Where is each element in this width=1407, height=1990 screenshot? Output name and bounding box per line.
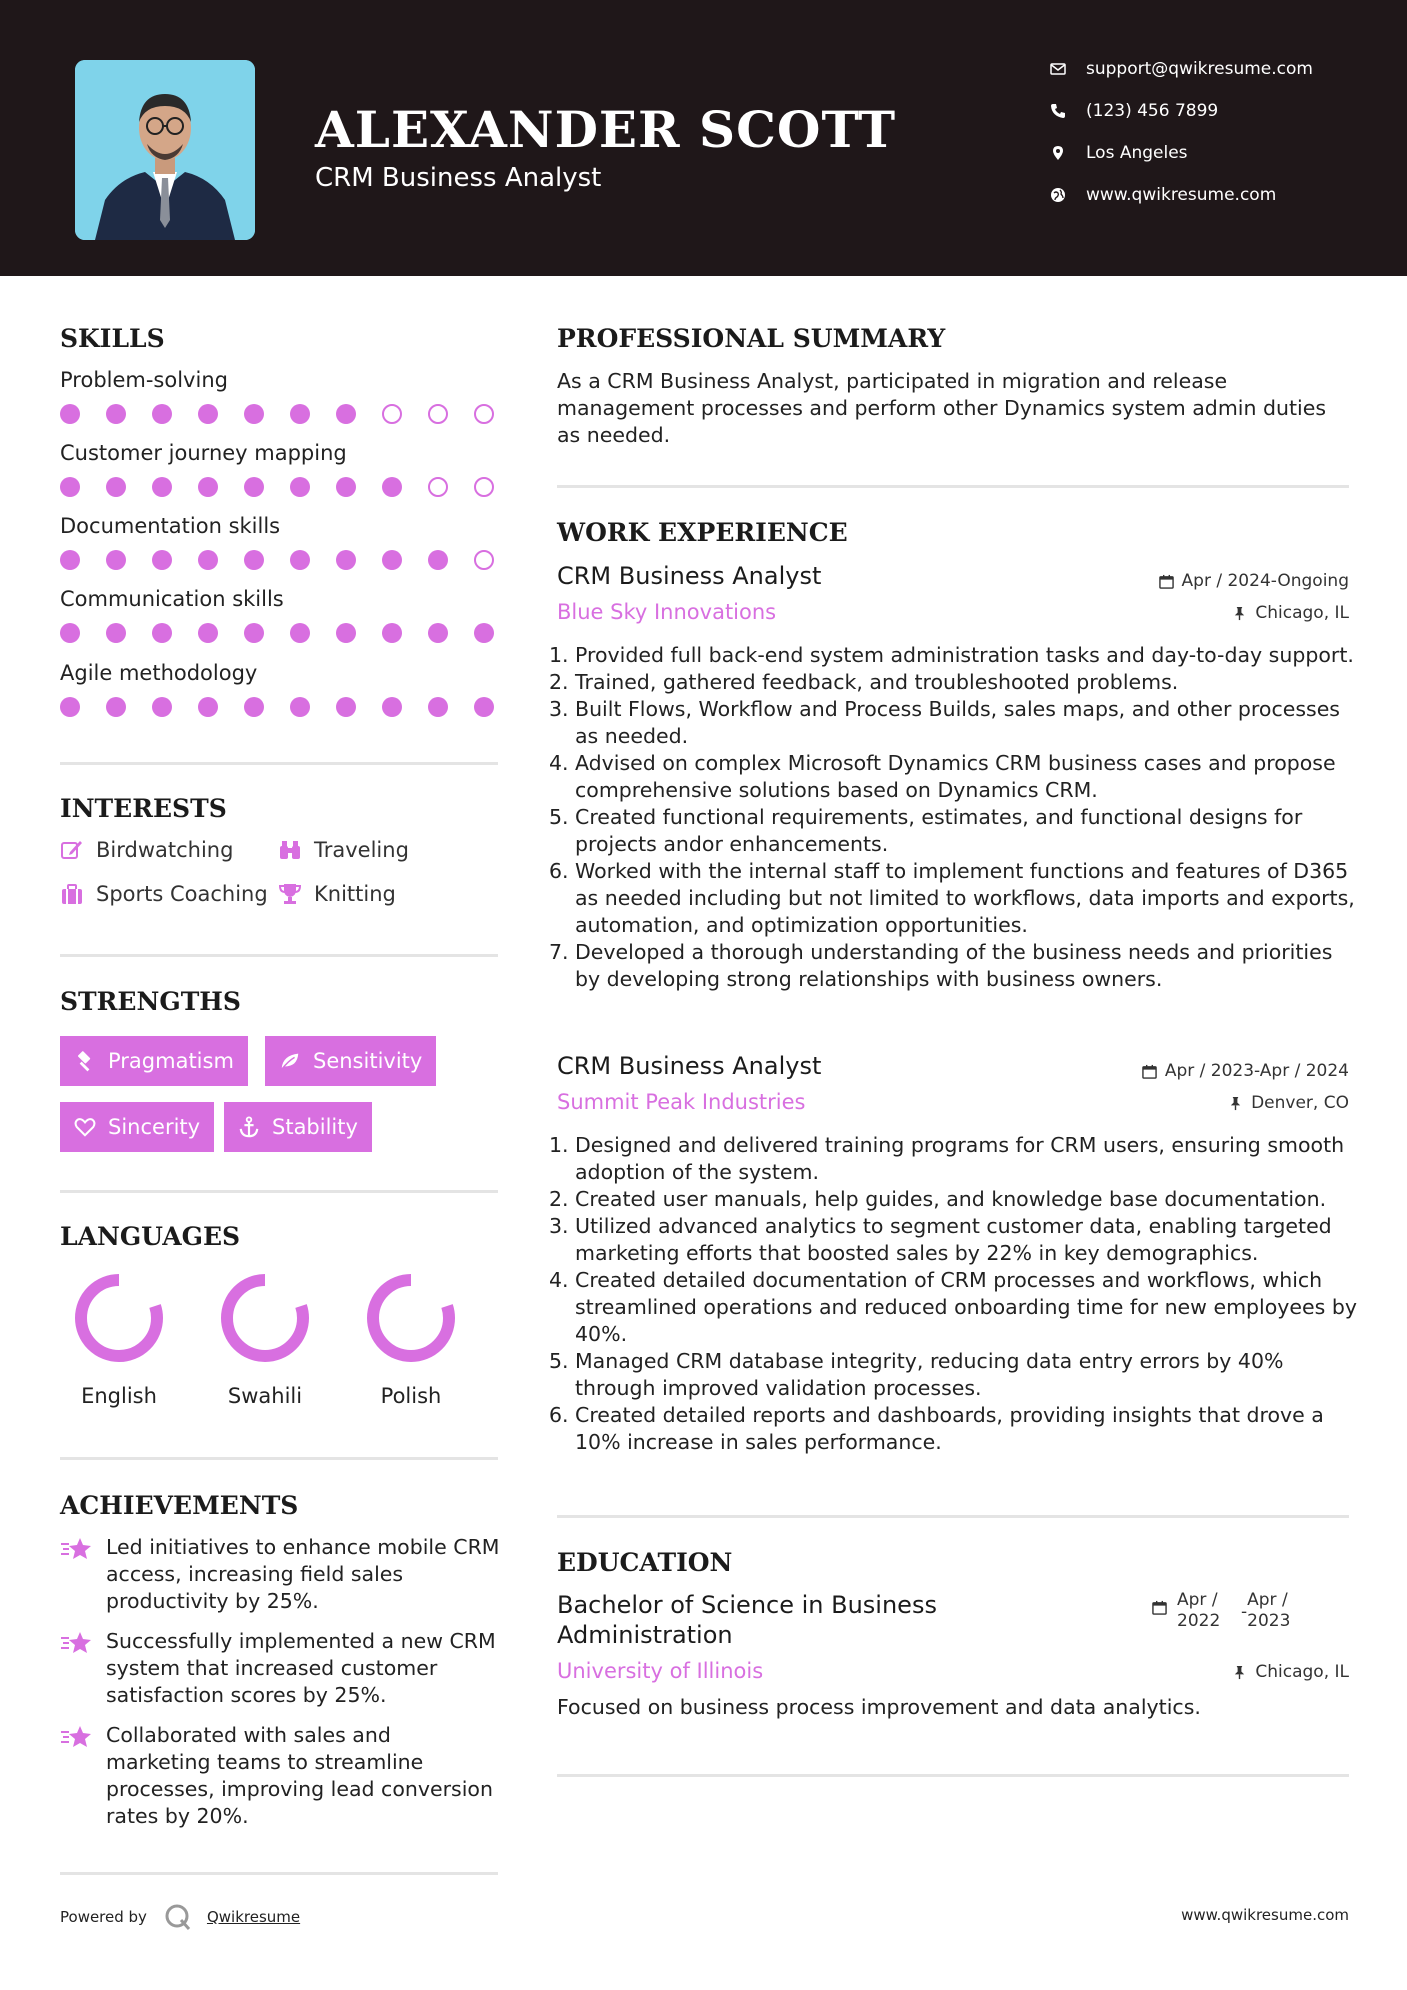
skill-dot <box>336 697 356 717</box>
achievement-item <box>60 1628 500 1709</box>
job-location-text: Denver, CO <box>1251 1093 1349 1113</box>
company-name: Summit Peak Industries <box>557 1090 806 1114</box>
job-bullets <box>557 642 1357 993</box>
education-location <box>1232 1662 1349 1682</box>
language-label: Polish <box>380 1384 442 1408</box>
interest-label: Sports Coaching <box>96 882 268 906</box>
skill-dot <box>428 477 448 497</box>
skill-dot <box>198 404 218 424</box>
strength-tag <box>60 1102 214 1152</box>
pushpin-icon <box>1228 1096 1243 1111</box>
skill-dot <box>106 550 126 570</box>
strength-tag <box>265 1036 436 1086</box>
strength-label: Stability <box>272 1115 358 1139</box>
skill-dot <box>382 697 402 717</box>
skill-item <box>60 441 500 497</box>
languages-heading: LANGUAGES <box>60 1222 241 1251</box>
footer-powered-by <box>60 1902 300 1932</box>
achievement-item <box>60 1534 500 1615</box>
job-location <box>1232 603 1349 623</box>
strength-label: Pragmatism <box>108 1049 234 1073</box>
experience-heading: WORK EXPERIENCE <box>557 518 848 547</box>
skill-dot <box>428 404 448 424</box>
strengths-heading: STRENGTHS <box>60 987 241 1016</box>
skill-dot <box>198 697 218 717</box>
skill-dot <box>336 550 356 570</box>
job-bullet: Created functional requirements, estimates, and functional designs for projects andor enhancements. <box>575 805 1303 856</box>
job-bullets <box>557 1132 1357 1456</box>
divider <box>557 1515 1349 1518</box>
contact-website[interactable] <box>1050 185 1390 205</box>
skill-name: Customer journey mapping <box>60 441 347 465</box>
education-date-start: Apr / 2022 <box>1177 1590 1221 1631</box>
skill-dot <box>60 477 80 497</box>
education-dates <box>1152 1590 1291 1632</box>
interest-item <box>60 882 268 906</box>
skill-dot <box>106 477 126 497</box>
job-bullet: Created detailed reports and dashboards, providing insights that drove a 10% increase in sales performance. <box>575 1403 1324 1454</box>
language-label: English <box>81 1384 157 1408</box>
company-name: Blue Sky Innovations <box>557 600 777 624</box>
anchor-icon <box>238 1116 260 1138</box>
globe-icon <box>1050 187 1066 203</box>
language-item <box>46 1270 192 1408</box>
skill-dot <box>152 404 172 424</box>
skill-rating <box>60 623 500 643</box>
divider <box>60 954 498 957</box>
skill-name: Problem-solving <box>60 368 228 392</box>
skill-dot <box>290 550 310 570</box>
language-gauge <box>217 1270 313 1366</box>
skill-rating <box>60 404 500 424</box>
education-location-text: Chicago, IL <box>1255 1662 1349 1682</box>
language-label: Swahili <box>227 1384 303 1408</box>
language-gauge <box>363 1270 459 1366</box>
job-bullet: Developed a thorough understanding of the business needs and priorities by developing strong relationships with business owners. <box>575 940 1333 991</box>
job-dates-text: Apr / 2023-Apr / 2024 <box>1164 1061 1349 1081</box>
job-dates <box>1159 571 1349 591</box>
language-gauge <box>71 1270 167 1366</box>
divider <box>60 1190 498 1193</box>
achievements-heading: ACHIEVEMENTS <box>60 1491 299 1520</box>
education-date-sep: - <box>1241 1602 1248 1622</box>
skill-dot <box>474 623 494 643</box>
skill-dot <box>198 477 218 497</box>
phone-icon <box>1050 103 1066 119</box>
skill-dot <box>474 404 494 424</box>
skill-dot <box>106 404 126 424</box>
contact-email-text: support@qwikresume.com <box>1086 59 1313 79</box>
interest-label: Traveling <box>314 838 409 862</box>
school-name: University of Illinois <box>557 1659 764 1683</box>
skill-dot <box>60 697 80 717</box>
pushpin-icon <box>1232 1665 1247 1680</box>
job-bullet: Trained, gathered feedback, and troubleshooted problems. <box>575 670 1179 694</box>
achievement-text: Led initiatives to enhance mobile CRM access, increasing field sales productivity by 25%. <box>106 1535 500 1613</box>
pencil-square-icon <box>60 838 84 862</box>
skills-heading: SKILLS <box>60 324 165 353</box>
map-marker-icon <box>1050 145 1066 161</box>
language-gauge-arc <box>227 1280 303 1356</box>
contact-location <box>1050 143 1390 163</box>
contact-website-text: www.qwikresume.com <box>1086 185 1277 205</box>
qwikresume-logo-icon <box>163 1902 193 1932</box>
contact-phone-text: (123) 456 7899 <box>1086 101 1219 121</box>
strength-tag <box>60 1036 248 1086</box>
skill-dot <box>244 697 264 717</box>
job-bullet: Created user manuals, help guides, and knowledge base documentation. <box>575 1187 1327 1211</box>
skill-dot <box>474 550 494 570</box>
job-bullet: Created detailed documentation of CRM processes and workflows, which streamlined operations and reduced onboarding time for new employees by 40%. <box>575 1268 1357 1346</box>
contact-phone[interactable] <box>1050 101 1390 121</box>
skill-dot <box>336 404 356 424</box>
trophy-icon <box>278 882 302 906</box>
skill-dot <box>428 697 448 717</box>
shooting-star-icon <box>60 1536 92 1562</box>
resume-header <box>0 0 1407 276</box>
calendar-icon <box>1152 1600 1167 1615</box>
education-description: Focused on business process improvement and data analytics. <box>557 1695 1201 1719</box>
skill-dot <box>106 623 126 643</box>
skill-dot <box>152 623 172 643</box>
strength-label: Sincerity <box>108 1115 201 1139</box>
skill-dot <box>152 697 172 717</box>
binoculars-icon <box>278 838 302 862</box>
summary-text: As a CRM Business Analyst, participated in migration and release management processes and perform other Dynamics system admin duties as needed. <box>557 369 1327 447</box>
brand-link[interactable]: Qwikresume <box>206 1908 301 1926</box>
job-bullet: Built Flows, Workflow and Process Builds, sales maps, and other processes as needed. <box>575 697 1340 748</box>
job-bullet: Advised on complex Microsoft Dynamics CRM business cases and propose comprehensive solutions based on Dynamics CRM. <box>575 751 1336 802</box>
divider <box>557 485 1349 488</box>
skill-dot <box>244 477 264 497</box>
language-gauge-arc <box>81 1280 157 1356</box>
skill-dot <box>336 477 356 497</box>
skill-dot <box>290 623 310 643</box>
skill-dot <box>60 623 80 643</box>
skill-dot <box>244 623 264 643</box>
skill-item <box>60 587 500 643</box>
strength-tag <box>224 1102 372 1152</box>
skill-name: Documentation skills <box>60 514 281 538</box>
language-item <box>338 1270 484 1408</box>
skill-dot <box>382 623 402 643</box>
skill-dot <box>290 697 310 717</box>
job-location <box>1228 1093 1349 1113</box>
skill-dot <box>382 550 402 570</box>
calendar-icon <box>1159 574 1174 589</box>
skill-dot <box>474 477 494 497</box>
interests-heading: INTERESTS <box>60 794 227 823</box>
interest-item <box>278 882 396 906</box>
job-bullet: Managed CRM database integrity, reducing data entry errors by 40% through improved validation processes. <box>575 1349 1284 1400</box>
interest-item <box>278 838 409 862</box>
pushpin-icon <box>1232 606 1247 621</box>
strength-label: Sensitivity <box>313 1049 423 1073</box>
job-location-text: Chicago, IL <box>1255 603 1349 623</box>
summary-heading: PROFESSIONAL SUMMARY <box>557 324 946 353</box>
job-bullet: Designed and delivered training programs for CRM users, ensuring smooth adoption of the system. <box>575 1133 1345 1184</box>
divider <box>60 1872 498 1875</box>
skill-rating <box>60 550 500 570</box>
skill-dot <box>60 550 80 570</box>
contact-email[interactable] <box>1050 59 1390 79</box>
skill-dot <box>106 697 126 717</box>
skill-dot <box>244 404 264 424</box>
education-date-end: Apr / 2023 <box>1247 1590 1291 1631</box>
divider <box>557 1774 1349 1777</box>
powered-by-text: Powered by <box>60 1908 147 1926</box>
interest-label: Birdwatching <box>96 838 234 862</box>
interest-label: Knitting <box>314 882 396 906</box>
profile-photo <box>75 60 255 240</box>
skill-item <box>60 514 500 570</box>
skill-dot <box>60 404 80 424</box>
achievement-item <box>60 1722 500 1830</box>
skill-rating <box>60 477 500 497</box>
gavel-icon <box>74 1050 96 1072</box>
job-dates <box>1142 1061 1349 1081</box>
achievement-text: Successfully implemented a new CRM system that increased customer satisfaction scores by 25%. <box>106 1629 496 1707</box>
job-bullet: Worked with the internal staff to implement functions and features of D365 as needed including but not limited to workflows, data imports and exports, automation, and optimization opportunities. <box>575 859 1355 937</box>
contact-location-text: Los Angeles <box>1086 143 1188 163</box>
job-title: CRM Business Analyst <box>557 1052 822 1080</box>
skill-dot <box>152 477 172 497</box>
skill-dot <box>198 550 218 570</box>
skill-item <box>60 368 500 424</box>
skill-dot <box>336 623 356 643</box>
calendar-icon <box>1142 1064 1157 1079</box>
shooting-star-icon <box>60 1724 92 1750</box>
footer-url[interactable]: www.qwikresume.com <box>1181 1906 1349 1924</box>
skill-dot <box>428 550 448 570</box>
skill-dot <box>382 404 402 424</box>
interest-item <box>60 838 233 862</box>
skill-dot <box>290 404 310 424</box>
skill-item <box>60 661 500 717</box>
divider <box>60 762 498 765</box>
degree-title: Bachelor of Science in Business Administration <box>557 1591 937 1649</box>
shooting-star-icon <box>60 1630 92 1656</box>
achievement-text: Collaborated with sales and marketing teams to streamline processes, improving lead conversion rates by 20%. <box>106 1723 493 1828</box>
skill-dot <box>428 623 448 643</box>
education-heading: EDUCATION <box>557 1548 733 1577</box>
skill-dot <box>198 623 218 643</box>
envelope-icon <box>1050 61 1066 77</box>
candidate-title: CRM Business Analyst <box>315 163 602 193</box>
skill-name: Agile methodology <box>60 661 258 685</box>
job-bullet: Utilized advanced analytics to segment customer data, enabling targeted marketing efforts that boosted sales by 22% in key demographics. <box>575 1214 1332 1265</box>
job-bullet: Provided full back-end system administration tasks and day-to-day support. <box>575 643 1354 667</box>
skill-dot <box>474 697 494 717</box>
divider <box>60 1457 498 1460</box>
skill-rating <box>60 697 500 717</box>
job-dates-text: Apr / 2024-Ongoing <box>1181 571 1349 591</box>
skill-dot <box>244 550 264 570</box>
candidate-name: ALEXANDER SCOTT <box>315 100 897 159</box>
suitcase-icon <box>60 882 84 906</box>
job-title: CRM Business Analyst <box>557 562 822 590</box>
leaf-icon <box>279 1050 301 1072</box>
heart-icon <box>74 1116 96 1138</box>
skill-dot <box>290 477 310 497</box>
skill-name: Communication skills <box>60 587 284 611</box>
skill-dot <box>152 550 172 570</box>
language-item <box>192 1270 338 1408</box>
language-gauge-arc <box>373 1280 449 1356</box>
skill-dot <box>382 477 402 497</box>
